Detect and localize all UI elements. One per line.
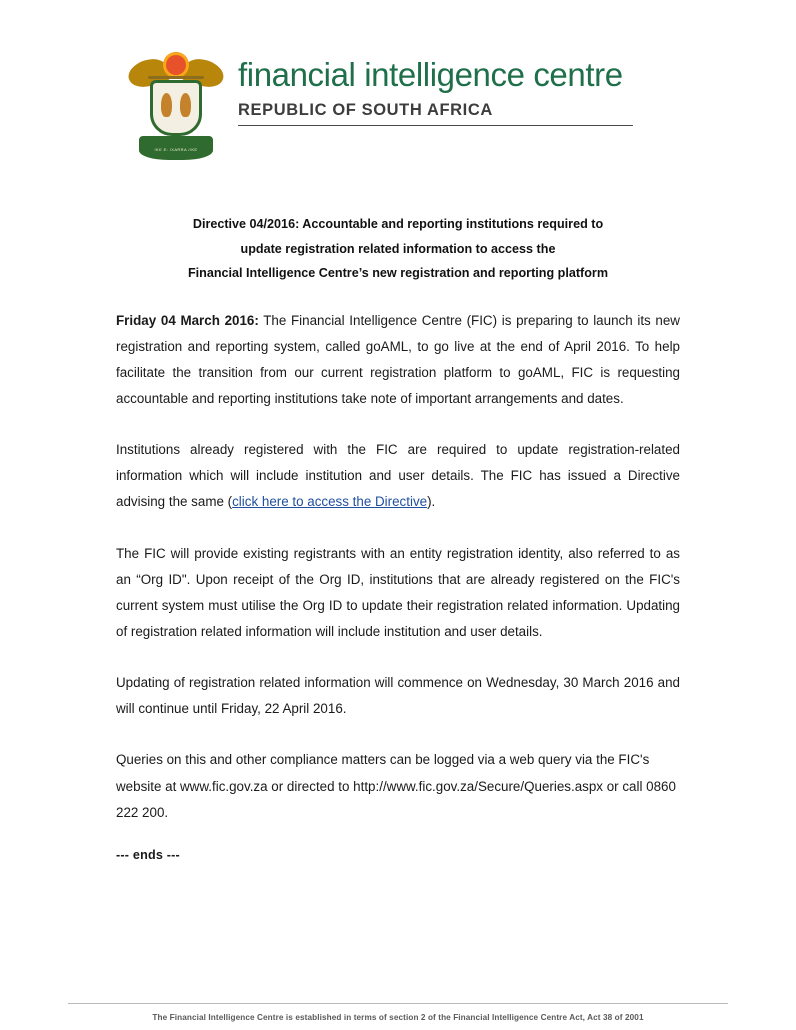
emblem-shield [150,80,202,136]
letterhead [116,0,680,164]
paragraph-2-text-after: ). [427,494,436,510]
wordmark [238,52,633,126]
page-title [116,212,680,286]
footer-divider [68,1003,728,1004]
title-line-2: update registration related information to access the [240,241,556,256]
title-line-3: Financial Intelligence Centre’s new registration and reporting platform [187,266,609,281]
country-name: REPUBLIC OF SOUTH AFRICA [238,100,493,119]
emblem-sun-icon [163,52,189,78]
page-footer [68,1003,728,1022]
ends-marker: --- ends --- [116,847,180,862]
directive-link[interactable]: click here to access the Directive [232,494,428,510]
paragraph-2-text-before: Institutions already registered with the FIC are required to update registration-related information which will include institution and user details. The FIC has issued a Directive advising the same ( [116,442,680,510]
release-date: Friday 04 March 2016: [116,312,259,328]
emblem-khoisan-figures [161,93,191,119]
emblem-motto-band [139,136,213,160]
paragraph-3: The FIC will provide existing registrants with an entity registration identity, also referred to as an “Org ID". Upon receipt of the Org ID, institutions that are already registered on the FIC's current system must utilise the Org ID to update their registration related information. Updating of registration related information will include institution and user details. [116,545,680,640]
paragraph-2 [116,437,680,515]
paragraph-4: Updating of registration related information will commence on Wednesday, 30 March 2016 and will continue until Friday, 22 April 2016. [116,675,680,717]
title-line-1: Directive 04/2016: Accountable and reporting institutions required to [192,217,604,231]
letterhead-divider [238,125,633,126]
paragraph-1 [116,308,680,413]
document-body [116,308,680,862]
footer-legal-text: The Financial Intelligence Centre is established in terms of section 2 of the Financial Intelligence Centre Act, Act 38 of 2001 [152,1013,644,1022]
emblem-spear [148,76,204,79]
paragraph-5: Queries on this and other compliance matters can be logged via a web query via the FIC's website at www.fic.gov.za or directed to http://www.fic.gov.za/Secure/Queries.aspx or call 0860 222 200. [116,752,676,820]
organisation-name: financial intelligence centre [238,56,623,93]
coat-of-arms-icon [128,52,224,164]
paragraph-1-text: The Financial Intelligence Centre (FIC) is preparing to launch its new registration and reporting system, called goAML, to go live at the end of April 2016. To help facilitate the transition from our current registration platform to goAML, FIC is requesting accountable and reporting institutions take note of important arrangements and dates. [116,312,680,407]
emblem-motto-text: !KE E: /XARRA //KE [154,147,198,152]
